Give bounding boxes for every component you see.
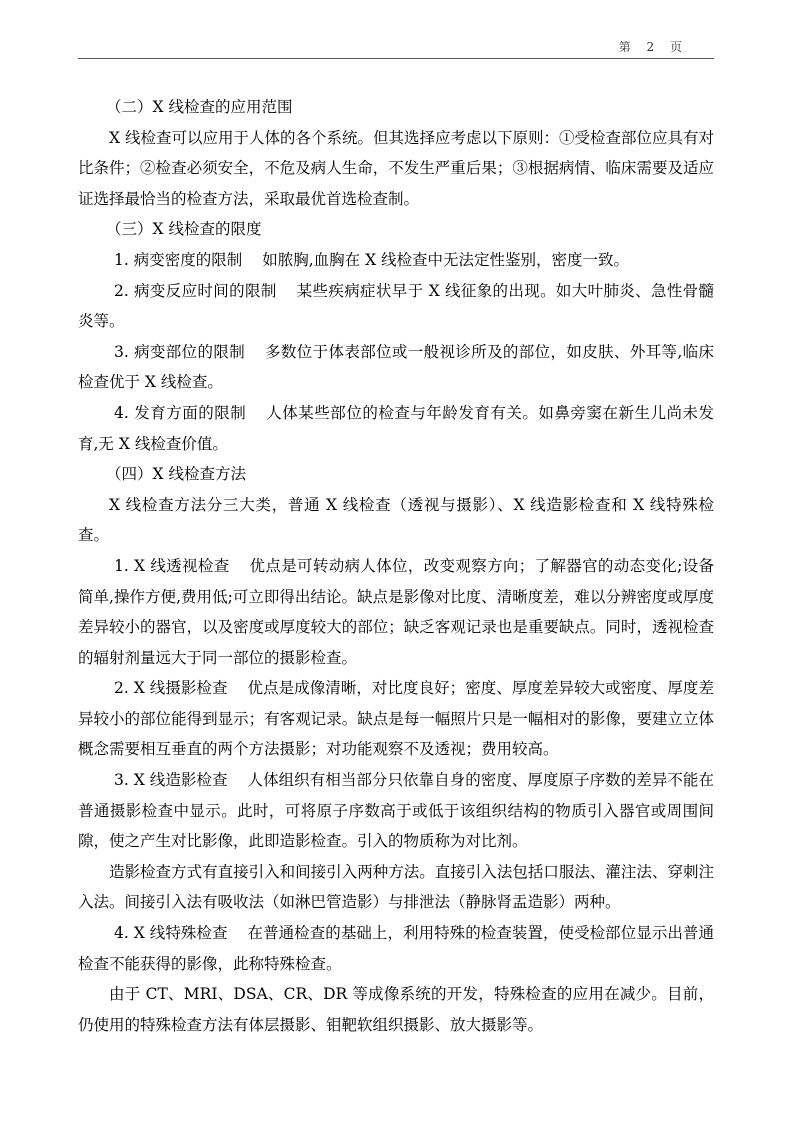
method-item-4 [78,918,714,979]
method-item-text: 在普通检查的基础上，利用特殊的检查装置，使受检部位显示出普通检查不能获得的影像，此称特殊检查。 [78,924,714,973]
method-item-term: 3. X 线造影检查 [114,771,228,790]
limit-item-4 [78,398,714,459]
section-4-intro: X 线检查方法分三大类，普通 X 线检查（透视与摄影）、X 线造影检查和 X 线特殊检查。 [78,495,714,545]
limit-item-text: 某些疾病症状早于 X 线征象的出现。如大叶肺炎、急性骨髓炎等。 [78,281,715,331]
limit-item-term: 4. 发育方面的限制 [114,403,247,422]
section-4-title: （四）X 线检查方法 [106,465,246,484]
contrast-methods-paragraph: 造影检查方式有直接引入和间接引入两种方法。直接引入法包括口服法、灌注法、穿刺注入法。间接引入法有吸收法（如淋巴管造影）与排泄法（静脉肾盂造影）两种。 [78,862,714,912]
limit-item-2 [78,276,714,337]
method-item-term: 4. X 线特殊检查 [114,924,228,943]
method-item-3 [78,765,714,857]
closing-paragraph: 由于 CT、MRI、DSA、CR、DR 等成像系统的开发，特殊检查的应用在减少。目前，仍使用的特殊检查方法有体层摄影、钼靶软组织摄影、放大摄影等。 [78,985,714,1034]
method-item-1 [78,551,714,673]
document-body [78,92,714,1040]
section-3-title: （三）X 线检查的限度 [106,220,262,239]
section-2-title: （二）X 线检查的应用范围 [106,98,293,116]
method-item-text: 优点是可转动病人体位，改变观察方向；了解器官的动态变化;设备简单,操作方便,费用低;可立即得出结论。缺点是影像对比度、清晰度差，难以分辨密度或厚度差异较小的器官，以及密度或厚度较大的部位；缺乏客观记录也是重要缺点。同时，透视检查的辐射剂量远大于同一部位的摄影检查。 [78,556,714,667]
limit-item-text: 人体某些部位的检查与年龄发育有关。如鼻旁窦在新生儿尚未发育,无 X 线检查价值。 [78,403,714,453]
limit-item-term: 2. 病变反应时间的限制 [114,281,277,300]
method-item-2 [78,673,714,765]
section-2-body: X 线检查可以应用于人体的各个系统。但其选择应考虑以下原则：①受检查部位应具有对比条件；②检查必须安全，不危及病人生命，不发生严重后果；③根据病情、临床需要及适应证选择最恰当的检查方法，采取最优首选检查制。 [78,128,714,208]
limit-item-term: 3. 病变部位的限制 [114,342,246,361]
limit-item-1 [78,245,714,276]
method-item-term: 2. X 线摄影检查 [114,679,228,698]
method-item-text: 优点是成像清晰，对比度良好；密度、厚度差异较大或密度、厚度差异较小的部位能得到显示；有客观记录。缺点是每一幅照片只是一幅相对的影像，要建立立体概念需要相互垂直的两个方法摄影；对功能观察不及透视；费用较高。 [78,679,714,759]
limit-item-text: 如脓胸,血胸在 X 线检查中无法定性鉴别，密度一致。 [262,250,630,269]
page-header [78,34,714,59]
method-item-term: 1. X 线透视检查 [114,556,230,575]
limit-item-3 [78,337,714,398]
limit-item-term: 1. 病变密度的限制 [114,250,243,269]
method-item-text: 人体组织有相当部分只依靠自身的密度、厚度原子序数的差异不能在普通摄影检查中显示。此时，可将原子序数高于或低于该组织结构的物质引入器官或周围间隙，使之产生对比影像，此即造影检查。引入的物质称为对比剂。 [78,771,714,851]
page-number: 第 2 页 [618,40,688,54]
limit-item-text: 多数位于体表部位或一般视诊所及的部位，如皮肤、外耳等,临床检查优于 X 线检查。 [78,342,714,392]
